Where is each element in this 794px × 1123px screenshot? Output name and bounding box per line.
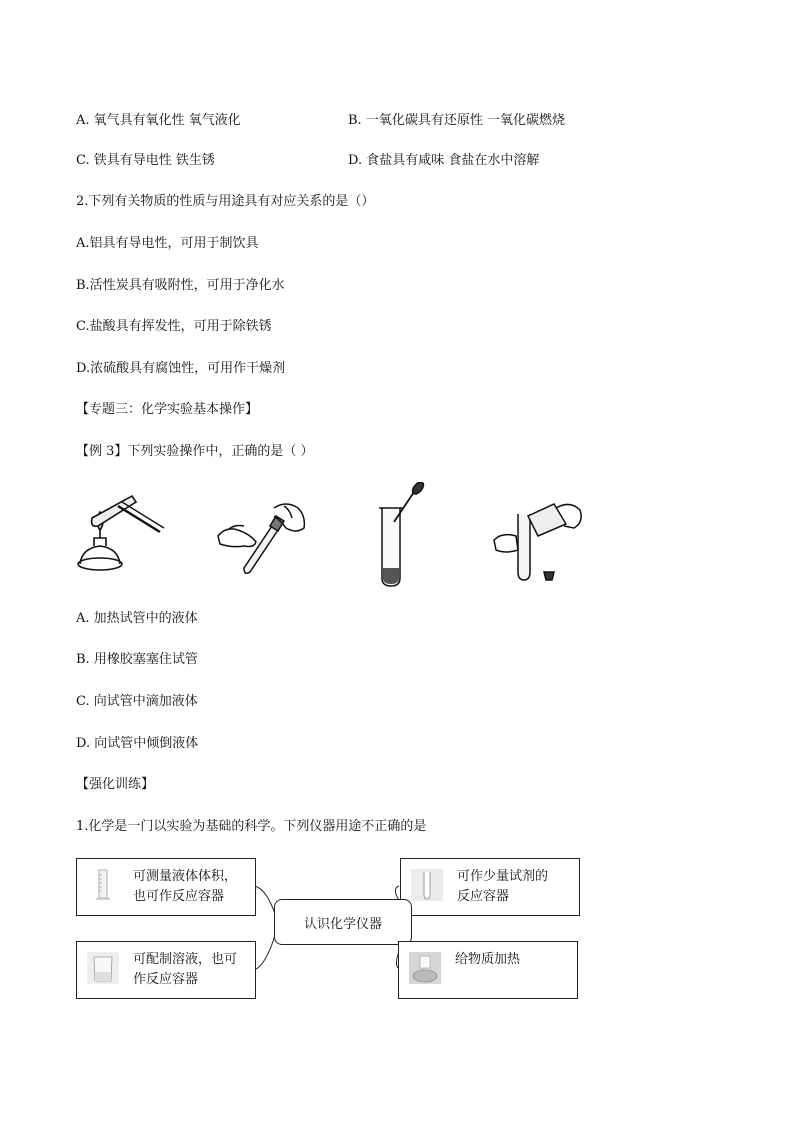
q1-option-c: C. 铁具有导电性 铁生锈	[76, 153, 215, 168]
q2-option-b: B.活性炭具有吸附性，可用于净化水	[76, 278, 285, 293]
box-measuring-cylinder-line2: 也可作反应容器	[133, 889, 225, 904]
box-test-tube-line2: 反应容器	[457, 889, 510, 904]
box-alcohol-lamp-line1: 给物质加热	[455, 952, 521, 967]
box-beaker-line1: 可配制溶液，也可	[133, 952, 238, 967]
training-heading: 【强化训练】	[76, 777, 155, 792]
q2-option-d: D.浓硫酸具有腐蚀性，可用作干燥剂	[76, 361, 286, 376]
center-label-box	[274, 899, 412, 945]
box-alcohol-lamp	[398, 941, 578, 999]
example3-option-a: A. 加热试管中的液体	[76, 611, 198, 626]
example3-option-b: B. 用橡胶塞塞住试管	[76, 652, 198, 667]
q2-option-a: A.铝具有导电性，可用于制饮具	[76, 236, 259, 251]
box-beaker-line2: 作反应容器	[133, 972, 199, 987]
test-tube-icon	[411, 869, 443, 901]
box-measuring-cylinder	[76, 858, 256, 916]
q1-option-d: D. 食盐具有咸味 食盐在水中溶解	[348, 153, 540, 168]
box-measuring-cylinder-line1: 可测量液体体积，	[133, 869, 238, 884]
q2-stem: 2.下列有关物质的性质与用途具有对应关系的是（）	[76, 194, 375, 209]
topic3-heading: 【专题三：化学实验基本操作】	[76, 402, 259, 417]
q1-option-b: B. 一氧化碳具有还原性 一氧化碳燃烧	[348, 113, 565, 128]
measuring-cylinder-icon	[87, 869, 119, 901]
example3-stem: 【例 3】下列实验操作中，正确的是（ ）	[76, 444, 314, 459]
q1-option-a: A. 氧气具有氧化性 氧气液化	[76, 113, 241, 128]
example3-option-c: C. 向试管中滴加液体	[76, 694, 198, 709]
training-q1-stem: 1.化学是一门以实验为基础的科学。下列仪器用途不正确的是	[76, 819, 427, 834]
alcohol-lamp-icon	[409, 952, 441, 984]
example3-option-d: D. 向试管中倾倒液体	[76, 736, 199, 751]
q2-option-c: C.盐酸具有挥发性，可用于除铁锈	[76, 319, 272, 334]
center-label: 认识化学仪器	[303, 916, 382, 932]
beaker-icon	[87, 952, 119, 984]
box-test-tube	[400, 858, 580, 916]
box-beaker	[76, 941, 256, 999]
box-test-tube-line1: 可作少量试剂的	[457, 869, 549, 884]
